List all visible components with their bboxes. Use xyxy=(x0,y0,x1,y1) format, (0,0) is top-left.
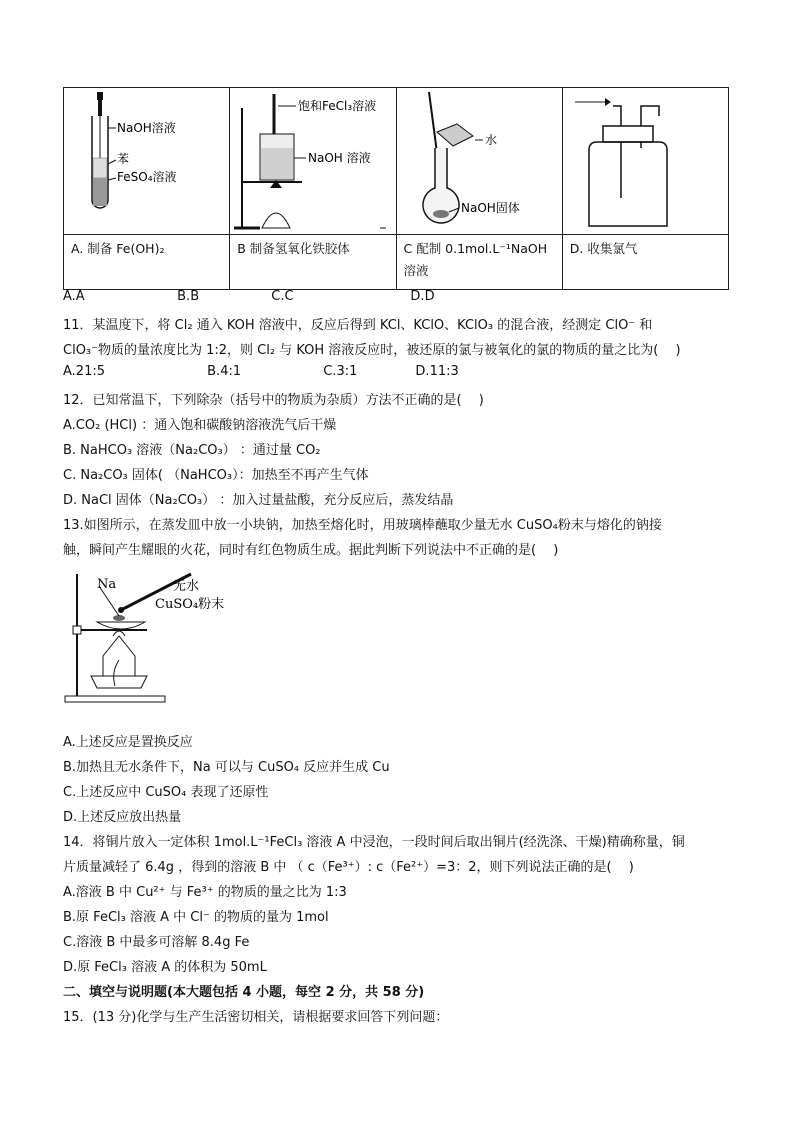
q12-option-d: D. NaCl 固体（Na₂CO₃） ：加入过量盐酸，充分反应后，蒸发结晶 xyxy=(63,493,454,508)
label-water: 水 xyxy=(484,133,497,147)
q14-option-b: B.原 FeCl₃ 溶液 A 中 Cl⁻ 的物质的量为 1mol xyxy=(63,910,329,925)
q11-option-d: D.11:3 xyxy=(415,364,459,379)
q11-option-b: B.4:1 xyxy=(207,364,242,379)
caption-a: A. 制备 Fe(OH)₂ xyxy=(64,235,230,290)
q13-option-d: D.上述反应放出热量 xyxy=(63,810,182,825)
apparatus-table xyxy=(63,87,729,290)
label-naoh: NaOH溶液 xyxy=(117,121,176,135)
q14-line1: 14．将铜片放入一定体积 1mol.L⁻¹FeCl₃ 溶液 A 中浸泡，一段时间后取出铜片(经洗涤、干燥)精确称量，铜 xyxy=(63,835,685,850)
caption-d: D. 收集氯气 xyxy=(562,235,728,290)
q11-line1: 11．某温度下，将 Cl₂ 通入 KOH 溶液中，反应后得到 KCl、KClO、KClO₃ 的混合液，经测定 ClO⁻ 和 xyxy=(63,318,653,333)
q12-option-b: B. NaHCO₃ 溶液（Na₂CO₃） ：通过量 CO₂ xyxy=(63,443,321,458)
beaker-dropper-figure xyxy=(230,88,395,234)
label-naoh-solution: NaOH 溶液 xyxy=(308,151,371,165)
label-feso4: FeSO₄溶液 xyxy=(117,170,177,184)
caption-c: C 配制 0.1mol.L⁻¹NaOH 溶液 xyxy=(396,235,562,290)
cell-d-figure xyxy=(562,88,728,235)
q11-option-a: A.21:5 xyxy=(63,364,105,379)
q14-option-d: D.原 FeCl₃ 溶液 A 的体积为 50mL xyxy=(63,960,267,975)
q13-line2: 触，瞬间产生耀眼的火花，同时有红色物质生成。据此判断下列说法中不正确的是( ) xyxy=(63,543,559,558)
q12-option-a: A.CO₂ (HCl) ：通入饱和碳酸钠溶液洗气后干燥 xyxy=(63,418,337,433)
q12-stem: 12．已知常温下，下列除杂（括号中的物质为杂质）方法不正确的是( ) xyxy=(63,393,484,408)
q13-option-c: C.上述反应中 CuSO₄ 表现了还原性 xyxy=(63,785,269,800)
label-naoh-solid: NaOH固体 xyxy=(460,201,520,215)
q10-option-c: C.C xyxy=(271,289,294,304)
label-benzene: 苯 xyxy=(117,152,130,166)
cell-a-figure xyxy=(64,88,230,235)
q15-stem: 15．(13 分)化学与生产生活密切相关，请根据要求回答下列问题： xyxy=(63,1010,449,1025)
q11-option-c: C.3:1 xyxy=(323,364,358,379)
q13-option-a: A.上述反应是置换反应 xyxy=(63,735,193,750)
section2-heading: 二、填空与说明题(本大题包括 4 小题，每空 2 分，共 58 分) xyxy=(63,985,425,1000)
q12-option-c: C. Na₂CO₃ 固体( （NaHCO₃）：加热至不再产生气体 xyxy=(63,468,369,483)
q10-option-a: A.A xyxy=(63,289,85,304)
label-cuso4-powder: CuSO₄粉末 xyxy=(155,597,225,612)
q14-option-c: C.溶液 B 中最多可溶解 8.4g Fe xyxy=(63,935,250,950)
q11-options xyxy=(63,364,459,379)
volumetric-flask-figure xyxy=(397,88,562,234)
q14-line2: 片质量减轻了 6.4g ，得到的溶液 B 中 （ c（Fe³⁺）: c（Fe²⁺）=3：2，则下列说法正确的是( ) xyxy=(63,860,634,875)
q10-option-d: D.D xyxy=(410,289,435,304)
label-fecl3: 饱和FeCl₃溶液 xyxy=(298,99,377,113)
sodium-heating-figure xyxy=(63,566,243,706)
label-anhydrous: 无水 xyxy=(173,579,200,594)
cell-b-figure xyxy=(230,88,396,235)
q10-options xyxy=(63,289,435,304)
q13-option-b: B.加热且无水条件下，Na 可以与 CuSO₄ 反应并生成 Cu xyxy=(63,760,390,775)
q10-option-b: B.B xyxy=(177,289,200,304)
caption-b: B 制备氢氧化铁胶体 xyxy=(230,235,396,290)
q11-line2: ClO₃⁻物质的量浓度比为 1:2，则 Cl₂ 与 KOH 溶液反应时，被还原的氯与被氧化的氯的物质的量之比为( ) xyxy=(63,343,681,358)
q14-option-a: A.溶液 B 中 Cu²⁺ 与 Fe³⁺ 的物质的量之比为 1:3 xyxy=(63,885,347,900)
label-na: Na xyxy=(97,577,117,592)
gas-bottle-figure xyxy=(563,88,728,234)
cell-c-figure xyxy=(396,88,562,235)
test-tube-figure xyxy=(64,88,229,234)
q13-line1: 13.如图所示，在蒸发皿中放一小块钠，加热至熔化时，用玻璃棒蘸取少量无水 CuSO₄粉末与熔化的钠接 xyxy=(63,518,662,533)
